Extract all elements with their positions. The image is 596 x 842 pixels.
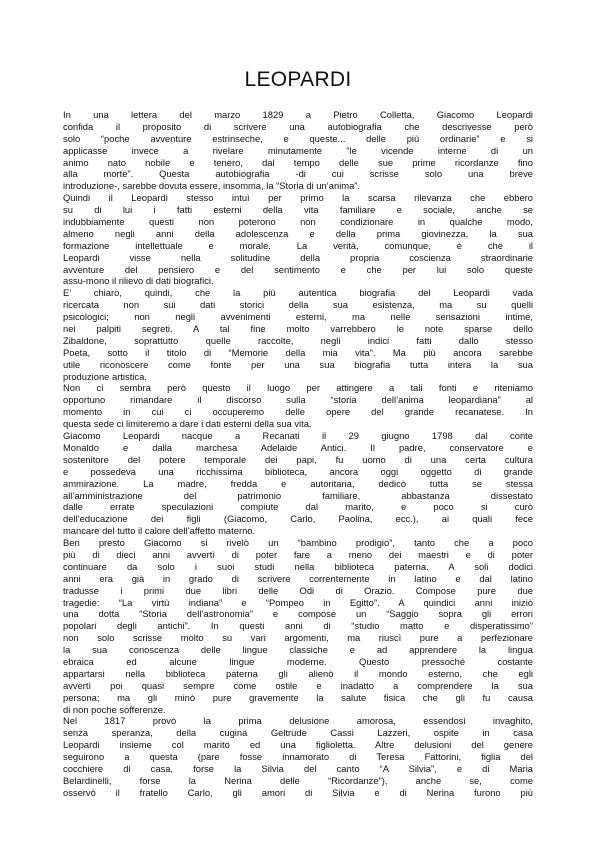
text-line: persona; ma gli minò pure gravemente la salute fisica che gli fu causa <box>63 691 533 703</box>
text-line: formazione intellettuale e morale. La verità, comunque, è che il <box>63 239 533 251</box>
text-line: ammirazione. La madre, fredda e autoritaria, dedicò tutta se stessa <box>63 477 533 489</box>
text-line: confida il proposito di scrivere una autobiografia che descrivesse però <box>63 120 533 132</box>
text-line: tragedie: “La virtù indiana” e “Pompeo in Egitto”. A quindici anni iniziò <box>63 596 533 608</box>
body-text <box>63 109 533 799</box>
page-title: LEOPARDI <box>244 68 352 91</box>
text-line: sostenitore del potere temporale dei papi, fu uomo di una certa cultura <box>63 453 533 465</box>
text-line: all’amministrazione del patrimonio familiare, abbastanza dissestato <box>63 489 533 501</box>
text-line: continuare da solo i suoi studi nella biblioteca paterna. A soli dodici <box>63 560 533 572</box>
text-line: osservò il fratello Carlo, gli amori di Silvia e di Nerina furono più <box>63 786 533 798</box>
text-line: appartarsi nella biblioteca paterna gli alienò il mondo esterno, che egli <box>63 667 533 679</box>
text-line: Belardinelli, forse la Nerina delle “Ricordanze”), anche se, come <box>63 774 533 786</box>
text-line: la sua conoscenza delle lingue classiche e ad apprendere la lingua <box>63 644 533 656</box>
text-line: ricercata non sui dati storici della sua esistenza, ma su quelli <box>63 299 533 311</box>
text-line: mancare del tutto il calore dell’affetto materno. <box>63 525 256 537</box>
text-line: psicologici; non negli avvenimenti esterni, ma nelle sensazioni intime, <box>63 311 533 323</box>
text-line: produzione artistica. <box>63 370 147 382</box>
text-line: di non poche sofferenze. <box>63 703 166 715</box>
text-line: Zibaldone, soprattutto quelle raccolte, negli indici fatti dallo stesso <box>63 334 533 346</box>
text-line: alla morte”. Questa autobiografia -di cui scrisse solo una breve <box>63 168 533 180</box>
text-line: seguirono a questa (pare fosse innamorato di Teresa Fattorini, figlia del <box>63 751 533 763</box>
text-line: avvertì poi quasi sempre come ostile e inadatto a comprendere la sua <box>63 679 533 691</box>
text-line: dell’educazione dei figli (Giacomo, Carlo, Paolina, ecc.), ai quali fece <box>63 513 533 525</box>
text-line: almeno negli anni della adolescenza e della prima giovinezza, la sua <box>63 227 533 239</box>
text-line: e possedeva una ricchissima biblioteca, ancora oggi oggetto di grande <box>63 465 533 477</box>
text-line: applicasse invece a rivelare minutamente “le vicende interne di un <box>63 144 533 156</box>
text-line: opportuno rimandare il discorso sulla “storia dell’anima leopardiana” al <box>63 394 533 406</box>
text-line: Poeta, sotto il titolo di “Memorie della mia vita”. Ma più ancora sarebbe <box>63 346 533 358</box>
text-line: tradusse i primi due libri delle Odi di Orazio. Compose pure due <box>63 584 533 596</box>
text-line: Leopardi visse nella solitudine della propria coscienza straordinarie <box>63 251 533 263</box>
text-line: animo nato nobile e tenero, dal tempo delle sue prime ricordanze fino <box>63 156 533 168</box>
text-line: Nel 1817 provò la prima delusione amorosa, essendosi invaghito, <box>63 715 533 727</box>
text-line: ebraica ed alcune lingue moderne. Questo pressoché costante <box>63 655 533 667</box>
text-line: su di lui i fatti esterni della vita familiare e sociale, anche se <box>63 204 533 216</box>
text-line: In una lettera del marzo 1829 a Pietro Colletta, Giacomo Leopardi <box>63 109 533 120</box>
text-line: popolari degli antichi”. In questi anni di “studio matto e disperatissimo” <box>63 620 533 632</box>
text-line: una dotta “Storia dell’astronomia” e compose un “Saggio sopra gli errori <box>63 608 533 620</box>
text-line: non solo scrisse molto su vari argomenti, ma riuscì pure a perfezionare <box>63 632 533 644</box>
text-line: questa sede ci limiteremo a dare i dati esterni della sua vita. <box>63 418 312 430</box>
text-line: E’ chiaro, quindi, che la più autentica biografia del Leopardi vada <box>63 287 533 299</box>
text-line: utile riconoscere come fonte per una sua biografia tutta intera la sua <box>63 358 533 370</box>
text-line: Giacomo Leopardi nacque a Recanati il 29 giugno 1798 dal conte <box>63 430 533 442</box>
text-line: nei palpiti segreti. A tal fine molto varrebbero le note sparse dello <box>63 323 533 335</box>
text-line: Ben presto Giacomo si rivelò un “bambino prodigio”, tanto che a poco <box>63 537 533 549</box>
text-line: solo “poche avventure estrinseche, e queste... delle più ordinarie” e si <box>63 132 533 144</box>
text-line: Quindi il Leopardi stesso intuì per primo la scarsa rilevanza che ebbero <box>63 192 533 204</box>
text-line: indubbiamente questi non poterono non condizionare in qualche modo, <box>63 216 533 228</box>
text-line: senza speranza, della cugina Geltrude Cassi Lazzeri, ospite in casa <box>63 727 533 739</box>
text-line: Non ci sembra però questo il luogo per attingere a tali fonti e riteniamo <box>63 382 533 394</box>
text-line: assu-mono il rilievo di dati biografici. <box>63 275 214 287</box>
text-line: Monaldo e dalla marchesa Adelaide Antici. Il padre, conservatore e <box>63 441 533 453</box>
text-line: cocchiere di casa, forse la Silvia del canto “A Silvia”, e di Maria <box>63 762 533 774</box>
text-line: avventure del pensiero e del sentimento e che per lui solo queste <box>63 263 533 275</box>
text-line: dalle errate speculazioni compiute dal marito, e poco si curò <box>63 501 533 513</box>
text-line: Leopardi insieme col marito ed una figlioletta. Altre delusioni del genere <box>63 739 533 751</box>
text-line: momento in cui ci occuperemo delle opere del grande recanatese. In <box>63 406 533 418</box>
text-line: introduzione-, sarebbe dovuta essere, insomma, la “Storia di un’anima”. <box>63 180 361 192</box>
text-line: più di dieci anni avvertì di poter fare a meno dei maestri e di poter <box>63 548 533 560</box>
text-line: anni era già in grado di scrivere correntemente in latino e dal latino <box>63 572 533 584</box>
